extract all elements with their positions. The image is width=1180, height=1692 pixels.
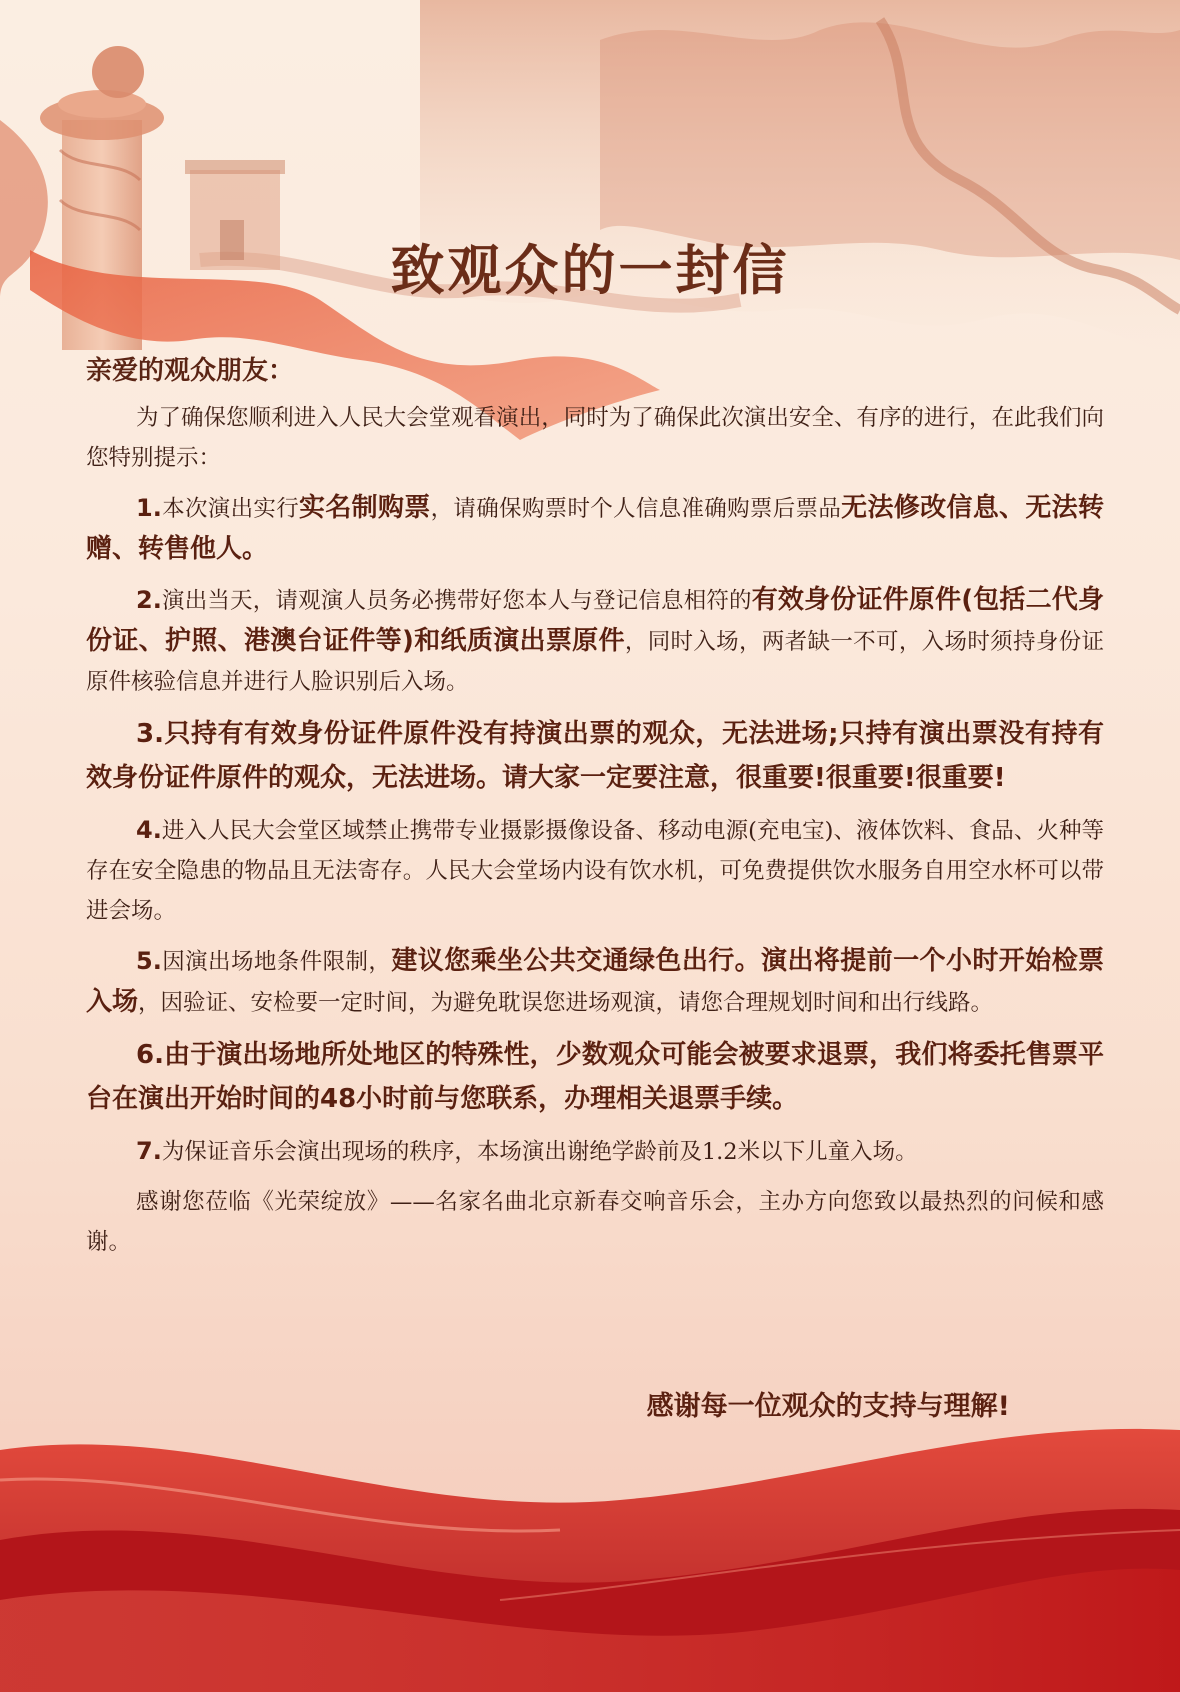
- thanks-paragraph: 感谢您莅临《光荣绽放》——名家名曲北京新春交响音乐会，主办方向您致以最热烈的问候和感谢。: [86, 1189, 1104, 1255]
- notice-item-2: 2.演出当天，请观演人员务必携带好您本人与登记信息相符的有效身份证件原件(包括二代身份证、护照、港澳台证件等)和纸质演出票原件，同时入场，两者缺一不可，入场时须持身份证原件核验信息并进行人脸识别后入场。: [86, 585, 1104, 695]
- notice-item-1: 1.本次演出实行实名制购票，请确保购票时个人信息准确购票后票品无法修改信息、无法转赠、转售他人。: [86, 493, 1104, 564]
- closing-line: 感谢每一位观众的支持与理解!: [646, 1391, 1010, 1422]
- notice-item-6: 6.由于演出场地所处地区的特殊性，少数观众可能会被要求退票，我们将委托售票平台在演出开始时间的48小时前与您联系，办理相关退票手续。: [86, 1040, 1104, 1114]
- intro-paragraph: 为了确保您顺利进入人民大会堂观看演出，同时为了确保此次演出安全、有序的进行，在此我们向您特别提示：: [86, 405, 1104, 471]
- notice-item-4: 4.进入人民大会堂区域禁止携带专业摄影摄像设备、移动电源(充电宝)、液体饮料、食品、火种等存在安全隐患的物品且无法寄存。人民大会堂场内设有饮水机，可免费提供饮水服务自用空水杯可以带进会场。: [86, 816, 1104, 924]
- notice-item-5: 5.因演出场地条件限制，建议您乘坐公共交通绿色出行。演出将提前一个小时开始检票入场，因验证、安检要一定时间，为避免耽误您进场观演，请您合理规划时间和出行线路。: [86, 946, 1104, 1017]
- notice-item-3: 3.只持有有效身份证件原件没有持演出票的观众，无法进场;只持有演出票没有持有效身份证件原件的观众，无法进场。请大家一定要注意，很重要!很重要!很重要!: [86, 719, 1104, 793]
- notice-item-7: 7.为保证音乐会演出现场的秩序，本场演出谢绝学龄前及1.2米以下儿童入场。: [136, 1137, 918, 1165]
- great-wall-illustration: [185, 0, 1180, 360]
- letter-body: [86, 398, 1104, 1272]
- salutation: 亲爱的观众朋友：: [86, 356, 295, 386]
- page-title: 致观众的一封信: [390, 239, 790, 302]
